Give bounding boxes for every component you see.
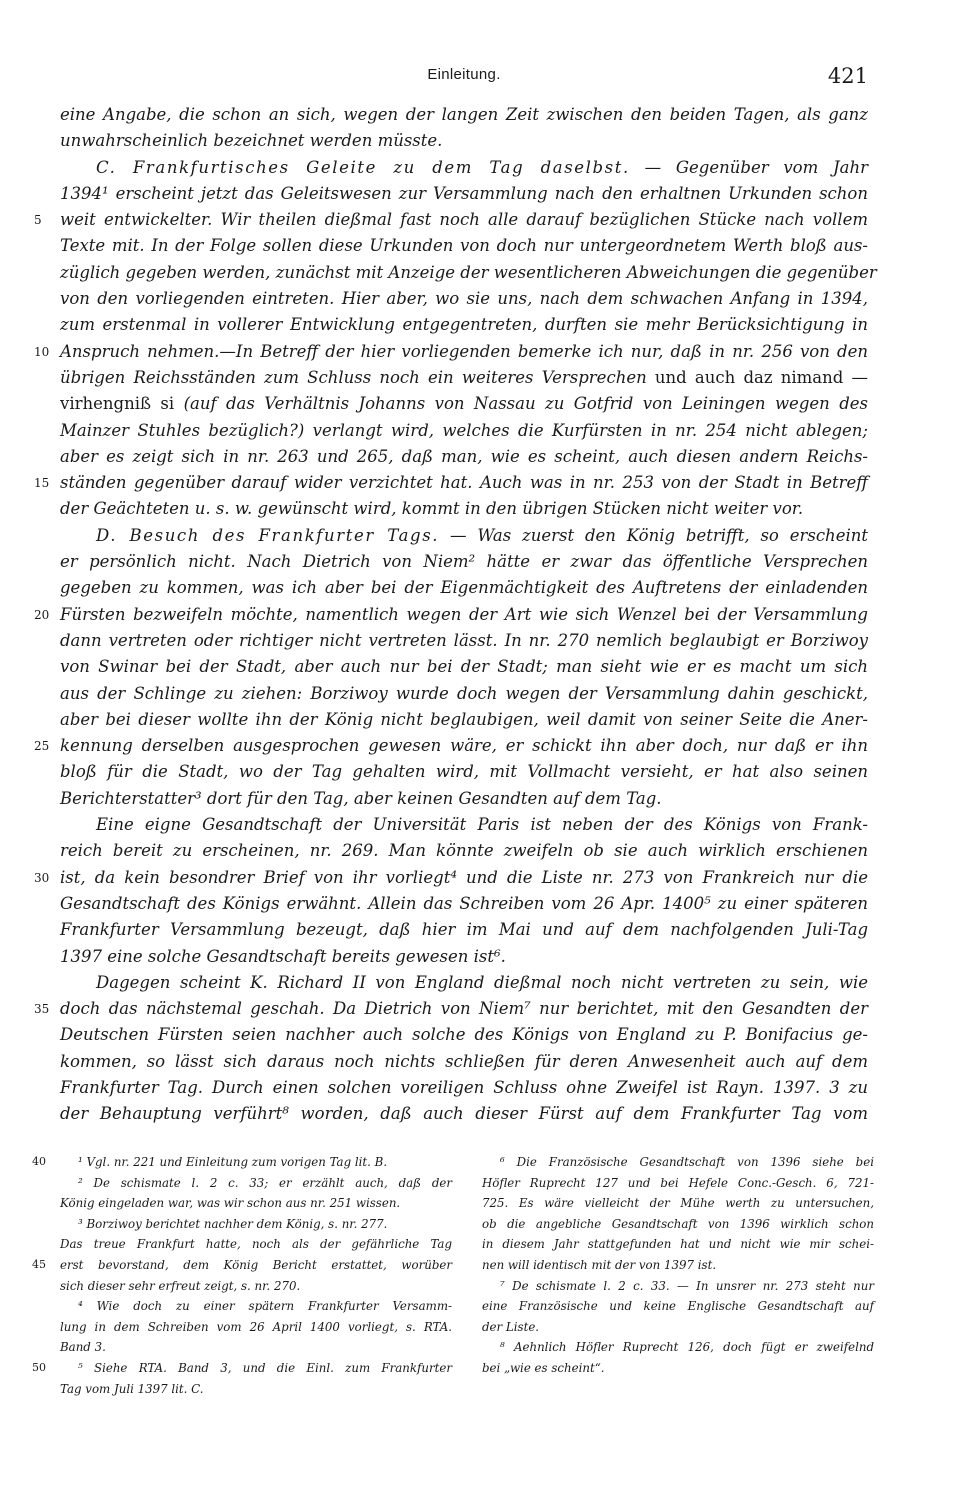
page-number: 421 <box>827 64 868 88</box>
text-line <box>60 365 868 391</box>
text-line: kommen, so lässt sich daraus noch nichts schließen für deren Anwesenheit auch auf dem <box>60 1051 868 1071</box>
footnote-line: 725. Es wäre vielleicht der Mühe werth zu untersuchen, <box>482 1196 874 1211</box>
footnote-line <box>32 1255 452 1276</box>
line-number: 35 <box>34 1002 50 1017</box>
text-line <box>34 865 868 891</box>
text-line <box>34 733 868 759</box>
footnote-line: Tag vom Juli 1397 lit. C. <box>60 1381 204 1396</box>
footnote-line: der Liste. <box>482 1319 540 1334</box>
text-line: Deutschen Fürsten seien nachher auch solche des Königs von England zu P. Bonifacius ge- <box>60 1025 868 1045</box>
line-number: 15 <box>34 476 50 491</box>
footnote-line: König eingeladen war, was wir schon aus nr. 251 wissen. <box>60 1196 401 1211</box>
text-line: Gesandtschaft des Königs erwähnt. Allein das Schreiben vom 26 Apr. 1400⁵ zu einer späteren <box>60 893 868 913</box>
text-span: übrigen Reichsständen zum Schluss noch ein weiteres Versprechen <box>60 367 647 387</box>
text-line: er persönlich nicht. Nach Dietrich von Niem² hätte er zwar das öffentliche Versprechen <box>60 552 868 572</box>
text-line: 1397 eine solche Gesandtschaft bereits gewesen ist⁶. <box>60 946 506 966</box>
text-span: erst bevorstand, dem König Bericht erstattet, worüber <box>60 1257 452 1272</box>
footnote-line: ⁴ Wie doch zu einer spätern Frankfurter Versamm- <box>78 1299 452 1314</box>
text-line: züglich gegeben werden, zunächst mit Anzeige der wesentlicheren Abweichungen die gegenüber <box>60 262 877 282</box>
text-line: Eine eigne Gesandtschaft der Universität Paris ist neben der des Königs von Frank- <box>96 815 868 835</box>
text-line: Dagegen scheint K. Richard II von England dießmal noch nicht vertreten zu sein, wie <box>96 972 868 992</box>
text-span: kennung derselben ausgesprochen gewesen wäre, er schickt ihn aber doch, nur daß er ihn <box>60 736 868 756</box>
section-heading: D. Besuch des Frankfurter Tags. <box>96 525 440 545</box>
footnote-line: ² De schismate l. 2 c. 33; er erzählt auch, daß der <box>78 1175 452 1190</box>
text-line: aus der Schlinge zu ziehen: Borziwoy wurde doch wegen der Versammlung dahin geschickt, <box>60 683 868 703</box>
text-line: eine Angabe, die schon an sich, wegen der langen Zeit zwischen den beiden Tagen, als ganz <box>60 105 868 124</box>
text-span: (auf das Verhältnis Johanns von Nassau zu Gotfrid von Leiningen wegen des <box>174 394 868 414</box>
text-span: ⁵ Siehe RTA. Band 3, und die Einl. zum Frankfurter <box>78 1360 452 1375</box>
footnote-line: in diesem Jahr stattgefunden hat und nicht wie mir schei- <box>482 1237 874 1252</box>
text-line <box>34 207 868 233</box>
body-text <box>34 102 877 1128</box>
text-line <box>34 602 868 628</box>
footnote-line: ⁶ Die Französische Gesandtschaft von 1396 siehe bei <box>500 1155 874 1169</box>
text-span: weit entwickelter. Wir theilen dießmal fast noch alle darauf bezüglichen Stücke nach vollem <box>60 210 868 230</box>
text-line: Frankfurter Tag. Durch einen solchen voreiligen Schluss ohne Zweifel ist Rayn. 1397. 3 zu <box>60 1077 868 1097</box>
line-number: 20 <box>34 607 50 622</box>
text-line: Berichterstatter³ dort für den Tag, aber keinen Gesandten auf dem Tag. <box>60 788 662 808</box>
text-line: Texte mit. In der Folge sollen diese Urkunden von doch nur untergeordnetem Werth bloß aus- <box>60 236 868 256</box>
text-line: von Swinar bei der Stadt, aber auch nur bei der Stadt; man sieht wie er es macht um sich <box>60 657 868 677</box>
footnote-line: Höfler Ruprecht 127 und bei Hefele Conc.-Gesch. 6, 721- <box>482 1175 874 1190</box>
line-number: 25 <box>34 739 50 754</box>
text-line: Mainzer Stuhles bezüglich?) verlangt wird, welches die Kurfürsten in nr. 254 nicht ablegen; <box>60 420 868 440</box>
text-line: reich bereit zu erscheinen, nr. 269. Man könnte zweifeln ob sie auch wirklich erschienen <box>60 841 868 861</box>
line-number: 5 <box>34 213 42 228</box>
footnote-line <box>32 1152 452 1173</box>
text-line: Frankfurter Versammlung bezeugt, daß hier im Mai und auf dem nachfolgenden Juli-Tag <box>60 920 868 940</box>
footnote-line: Das treue Frankfurt hatte, noch als der gefährliche Tag <box>60 1237 452 1252</box>
text-line: bloß für die Stadt, wo der Tag gehalten wird, mit Vollmacht versieht, er hat also seinen <box>60 762 868 782</box>
footnote-line: ⁷ De schismate l. 2 c. 33. — In unsrer nr. 273 steht nur <box>500 1278 874 1293</box>
section-heading-line <box>60 155 868 181</box>
text-line <box>60 391 868 417</box>
section-heading: C. Frankfurtisches Geleite zu dem Tag daselbst. <box>96 157 630 177</box>
text-line <box>34 339 868 365</box>
quoted-text: virhengniß si <box>60 394 175 414</box>
text-span: doch das nächstemal geschah. Da Dietrich von Niem⁷ nur berichtet, mit den Gesandten der <box>60 999 868 1019</box>
text-line: aber bei dieser wollte ihn der König nicht beglaubigen, weil damit von seiner Seite die Aner- <box>60 709 868 729</box>
footnotes <box>32 1152 874 1396</box>
line-number: 10 <box>34 344 50 359</box>
text-span: ¹ Vgl. nr. 221 und Einleitung zum vorigen Tag lit. B. <box>78 1155 388 1169</box>
footnote-line: bei „wie es scheint“. <box>482 1360 605 1375</box>
text-line <box>34 996 868 1022</box>
text-span: Anspruch nehmen.—In Betreff der hier vorliegenden bemerke ich nur, daß in nr. 256 von den <box>60 341 868 361</box>
line-number: 40 <box>32 1155 46 1168</box>
text-span: — Was zuerst den König betrifft, so erscheint <box>439 525 868 545</box>
text-line: 1394¹ erscheint jetzt das Geleitswesen zur Versammlung nach den erhaltnen Urkunden schon <box>60 183 868 203</box>
text-span: — Gegenüber vom Jahr <box>629 157 868 177</box>
footnotes-right-column <box>482 1152 874 1379</box>
footnote-line: ³ Borziwoy berichtet nachher dem König, s. nr. 277. <box>78 1216 388 1231</box>
text-line: der Behauptung verführt⁸ worden, daß auch dieser Fürst auf dem Frankfurter Tag vom <box>60 1104 868 1124</box>
text-line: aber es zeigt sich in nr. 263 und 265, daß man, wie es scheint, auch diesen andern Reichs- <box>60 446 868 466</box>
line-number: 45 <box>32 1257 46 1271</box>
footnote-line: Band 3. <box>60 1340 106 1355</box>
text-line: dann vertreten oder richtiger nicht vertreten lässt. In nr. 270 nemlich beglaubigt er Borziwoy <box>60 630 868 650</box>
text-line: zum erstenmal in vollerer Entwicklung entgegentreten, durften sie mehr Berücksichtigung in <box>60 315 868 335</box>
footnote-line: eine Französische und keine Englische Gesandtschaft auf <box>482 1299 874 1314</box>
footnote-line: nen will identisch mit der von 1397 ist. <box>482 1257 717 1272</box>
text-line: unwahrscheinlich bezeichnet werden müsste. <box>60 131 443 151</box>
text-line <box>34 470 868 496</box>
text-span: ständen gegenüber darauf wider verzichtet hat. Auch was in nr. 253 von der Stadt in Betreff <box>60 473 868 493</box>
text-span: Fürsten bezweifeln möchte, namentlich wegen der Art wie sich Wenzel bei der Versammlung <box>60 604 868 624</box>
quoted-text: und auch daz nimand — <box>646 367 868 387</box>
footnote-line: ob die angebliche Gesandtschaft von 1396 wirklich schon <box>482 1216 874 1231</box>
section-heading-line <box>60 523 868 549</box>
footnote-line <box>32 1358 452 1379</box>
text-span: ist, da kein besondrer Brief von ihr vorliegt⁴ und die Liste nr. 273 von Frankreich nur die <box>60 867 868 887</box>
text-line: von den vorliegenden eintreten. Hier aber, wo sie uns, nach dem schwachen Anfang in 1394, <box>60 289 868 309</box>
text-line: der Geächteten u. s. w. gewünscht wird, kommt in den übrigen Stücken nicht weiter vor. <box>60 499 804 519</box>
footnotes-left-column <box>32 1152 452 1399</box>
running-head: Einleitung. <box>427 66 501 83</box>
line-number: 30 <box>34 870 50 885</box>
page-header <box>60 64 868 94</box>
footnote-line: lung in dem Schreiben vom 26 April 1400 vorliegt, s. RTA. <box>60 1319 452 1334</box>
text-line: gegeben zu kommen, was ich aber bei der Eigenmächtigkeit des Auftretens der einladenden <box>60 578 868 598</box>
footnote-line: sich dieser sehr erfreut zeigt, s. nr. 270. <box>60 1278 301 1293</box>
line-number: 50 <box>32 1360 46 1374</box>
footnote-line: ⁸ Aehnlich Höfler Ruprecht 126, doch fügt er zweifelnd <box>500 1340 874 1355</box>
